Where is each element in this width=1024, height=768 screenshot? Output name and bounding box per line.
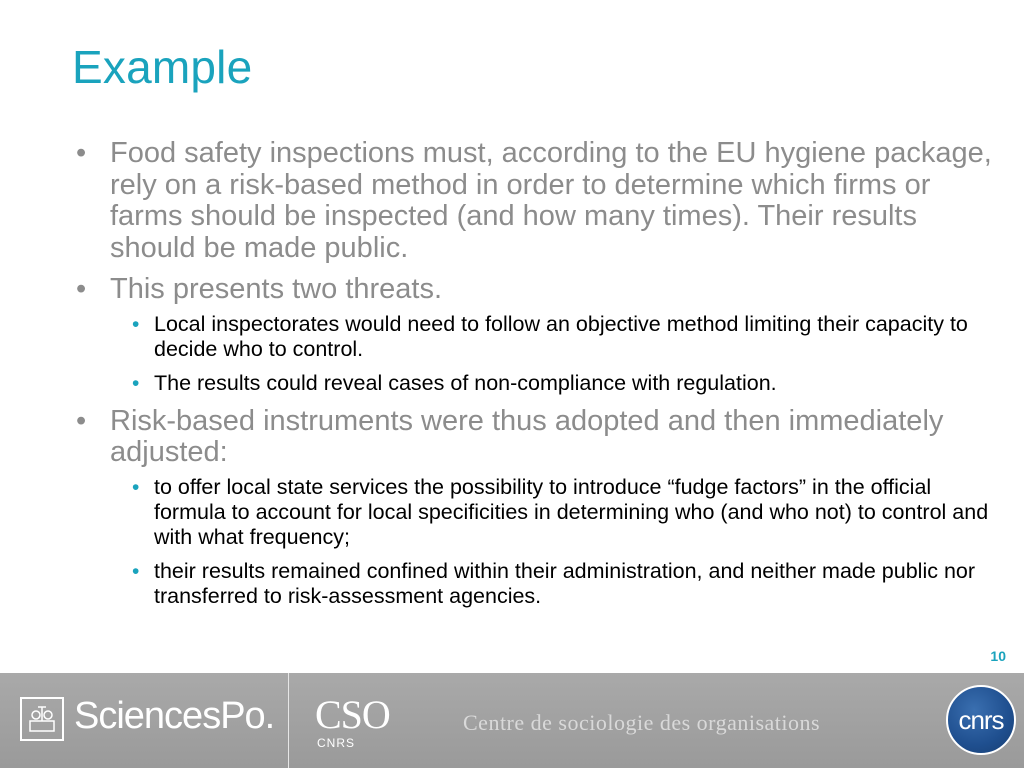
bullet-text: Food safety inspections must, according to the EU hygiene package, rely on a risk-based method in order to determine which firms or farms should be inspected (and how many times). Their results should be made public. (110, 137, 992, 264)
bullet-point (72, 138, 1002, 264)
bullet-icon: • (76, 404, 87, 437)
sub-bullet-text: Local inspectorates would need to follow an objective method limiting their capacity to decide who to control. (154, 311, 968, 361)
footer-bar (0, 673, 1024, 768)
sub-bullet-text: to offer local state services the possibility to introduce “fudge factors” in the official formula to account for local specificities in determining who (and who not) to control and with what frequency; (154, 474, 989, 549)
footer-divider (288, 673, 289, 768)
sub-bullet-text: The results could reveal cases of non-compliance with regulation. (154, 370, 777, 395)
bullet-text: This presents two threats. (110, 273, 443, 305)
sciencespo-logo-text: SciencesPo. (74, 695, 275, 737)
bullet-icon: • (76, 137, 87, 169)
sub-bullet-list (110, 475, 1002, 609)
bullet-point (72, 406, 1002, 609)
page-number: 10 (990, 648, 1006, 664)
sub-bullet-icon: • (132, 559, 140, 583)
sub-bullet-icon: • (132, 371, 140, 395)
sub-bullet-text: their results remained confined within their administration, and neither made public nor transferred to risk-assessment agencies. (154, 558, 976, 608)
cnrs-logo-text: cnrs (958, 704, 1004, 735)
bullet-text: Risk-based instruments were thus adopted and then immediately adjusted: (110, 404, 944, 468)
slide-title: Example (72, 41, 253, 93)
cnrs-logo-icon (946, 685, 1016, 755)
centre-name: Centre de sociologie des organisations (463, 710, 821, 735)
sub-bullet-list (110, 312, 1002, 396)
cso-logo-text: CSO (315, 692, 390, 737)
sub-bullet-point (110, 475, 1002, 550)
bullet-icon: • (76, 273, 87, 305)
sub-bullet-point (110, 371, 1002, 396)
sciencespo-emblem-icon (20, 697, 64, 741)
sub-bullet-point (110, 312, 1002, 362)
sub-bullet-point (110, 559, 1002, 609)
sub-bullet-icon: • (132, 312, 140, 336)
sub-bullet-icon: • (132, 475, 140, 499)
slide-content (72, 138, 1002, 619)
bullet-point (72, 274, 1002, 396)
cso-cnrs-label: CNRS (317, 736, 356, 750)
